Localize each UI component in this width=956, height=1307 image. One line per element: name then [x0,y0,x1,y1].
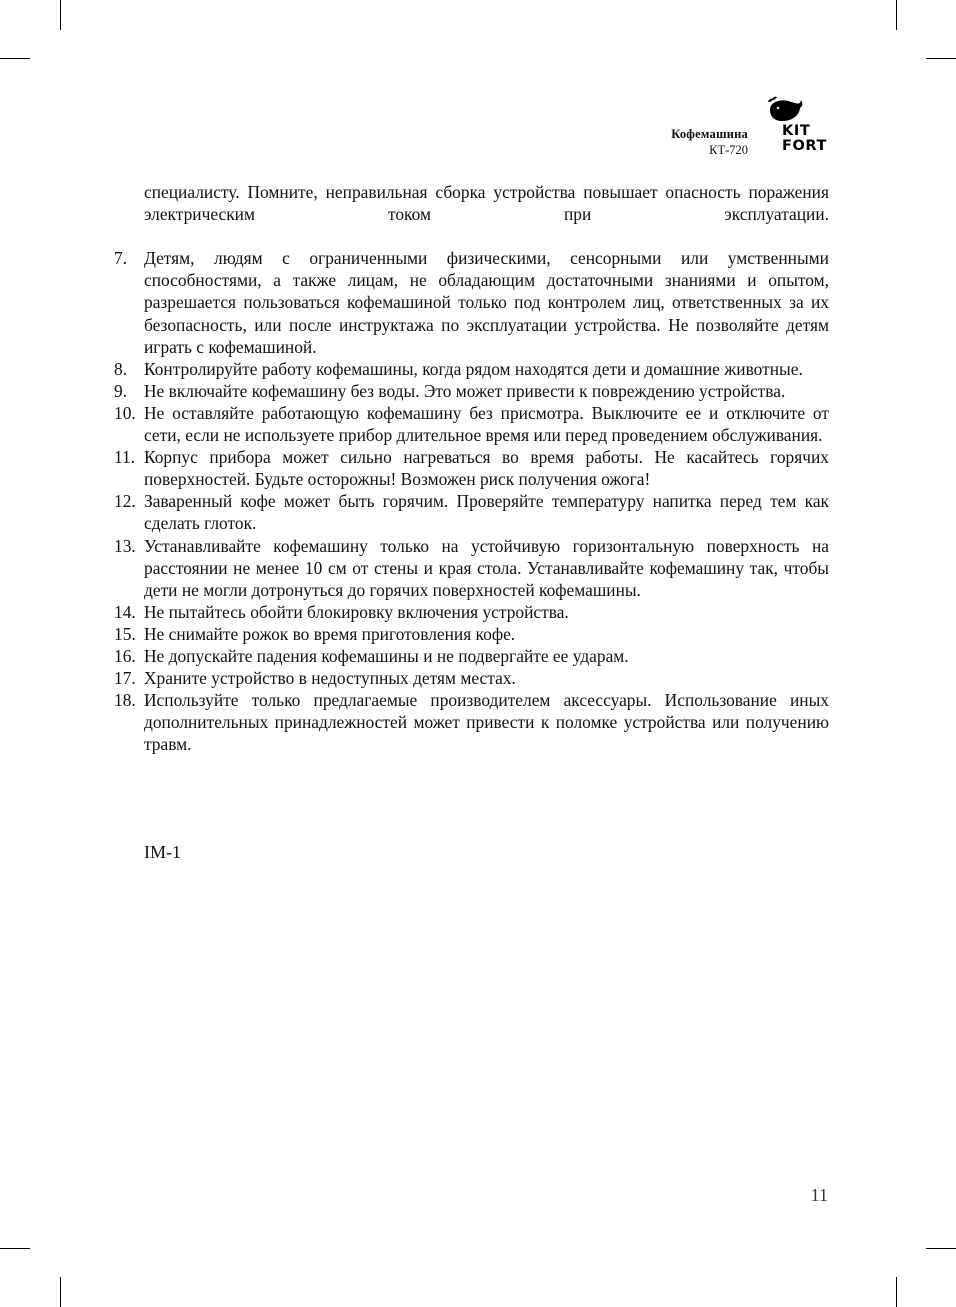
item-number: 15. [114,623,136,644]
list-item [114,358,829,380]
item-number: 7. [114,248,128,269]
list-item [114,247,829,357]
item-text: Детям, людям с ограниченными физическими, сенсорными или умственными способностями, а также лицам, не обладающим достаточными знаниями и опытом, разрешается пользоваться кофемашиной только под контролем лиц, ответственных за их безопасность, или после инструктажа по эксплуатации устройства. Не позволяйте детям играть с кофемашиной. [144,248,829,357]
whale-icon [766,96,806,124]
page-header [671,126,748,158]
list-item [114,490,829,534]
item-number: 16. [114,645,136,666]
brand-line-1: KIT [782,123,811,139]
item-number: 17. [114,668,136,689]
item-number: 13. [114,535,136,556]
item-text: Устанавливайте кофемашину только на устойчивую горизонтальную поверхность на расстоянии не менее 10 см от стены и края стола. Устанавливайте кофемашину так, чтобы дети не могли дотронуться до горячих поверхностей кофемашины. [144,535,829,600]
item-number: 12. [114,491,136,512]
item-text: Храните устройство в недоступных детям местах. [144,668,516,689]
item-number: 10. [114,402,136,423]
page-number: 11 [810,1185,828,1205]
item-text: Контролируйте работу кофемашины, когда рядом находятся дети и домашние животные. [144,358,803,379]
list-item [114,535,829,601]
brand-logo [766,96,836,158]
crop-mark [896,0,897,30]
safety-instructions [114,181,829,755]
list-item [114,689,829,755]
list-item [114,601,829,623]
item-number: 8. [114,358,128,379]
item-number: 11. [114,447,136,468]
item-text: Не допускайте падения кофемашины и не подвергайте ее ударам. [144,645,629,666]
crop-mark [60,0,61,30]
item-number: 18. [114,690,136,711]
product-name: Кофемашина [671,127,748,141]
item-text: Не оставляйте работающую кофемашину без присмотра. Выключите ее и отключите от сети, если не используете прибор длительное время или перед проведением обслуживания. [144,402,829,446]
item-text: Корпус прибора может сильно нагреваться во время работы. Не касайтесь горячих поверхностей. Будьте осторожны! Возможен риск получения ожога! [144,447,829,490]
list-item [114,380,829,402]
list-item [114,645,829,667]
item-text: Не пытайтесь обойти блокировку включения устройства. [144,601,569,622]
list-item [114,402,829,446]
item-text: Заваренный кофе может быть горячим. Проверяйте температуру напитка перед тем как сделать глоток. [144,491,829,534]
instruction-list [114,247,829,755]
crop-mark [60,1277,61,1307]
document-marker: IM-1 [144,842,181,862]
item-text: Используйте только предлагаемые производителем аксессуары. Использование иных дополнительных принадлежностей может привести к поломке устройства или получению травм. [144,690,829,755]
item-text: Не включайте кофемашину без воды. Это может привести к повреждению устройства. [144,380,786,401]
crop-mark [926,58,956,59]
continued-paragraph: специалисту. Помните, неправильная сборка устройства повышает опасность поражения электрическим током при эксплуатации. [144,182,829,225]
crop-mark [926,1248,956,1249]
crop-mark [0,58,30,59]
crop-mark [0,1248,30,1249]
item-number: 9. [114,380,128,401]
item-number: 14. [114,601,136,622]
brand-line-2: FORT [782,138,828,154]
list-item [114,446,829,490]
list-item [114,667,829,689]
list-item [114,623,829,645]
product-model: КТ-720 [709,143,748,157]
crop-mark [896,1277,897,1307]
item-text: Не снимайте рожок во время приготовления кофе. [144,623,516,644]
